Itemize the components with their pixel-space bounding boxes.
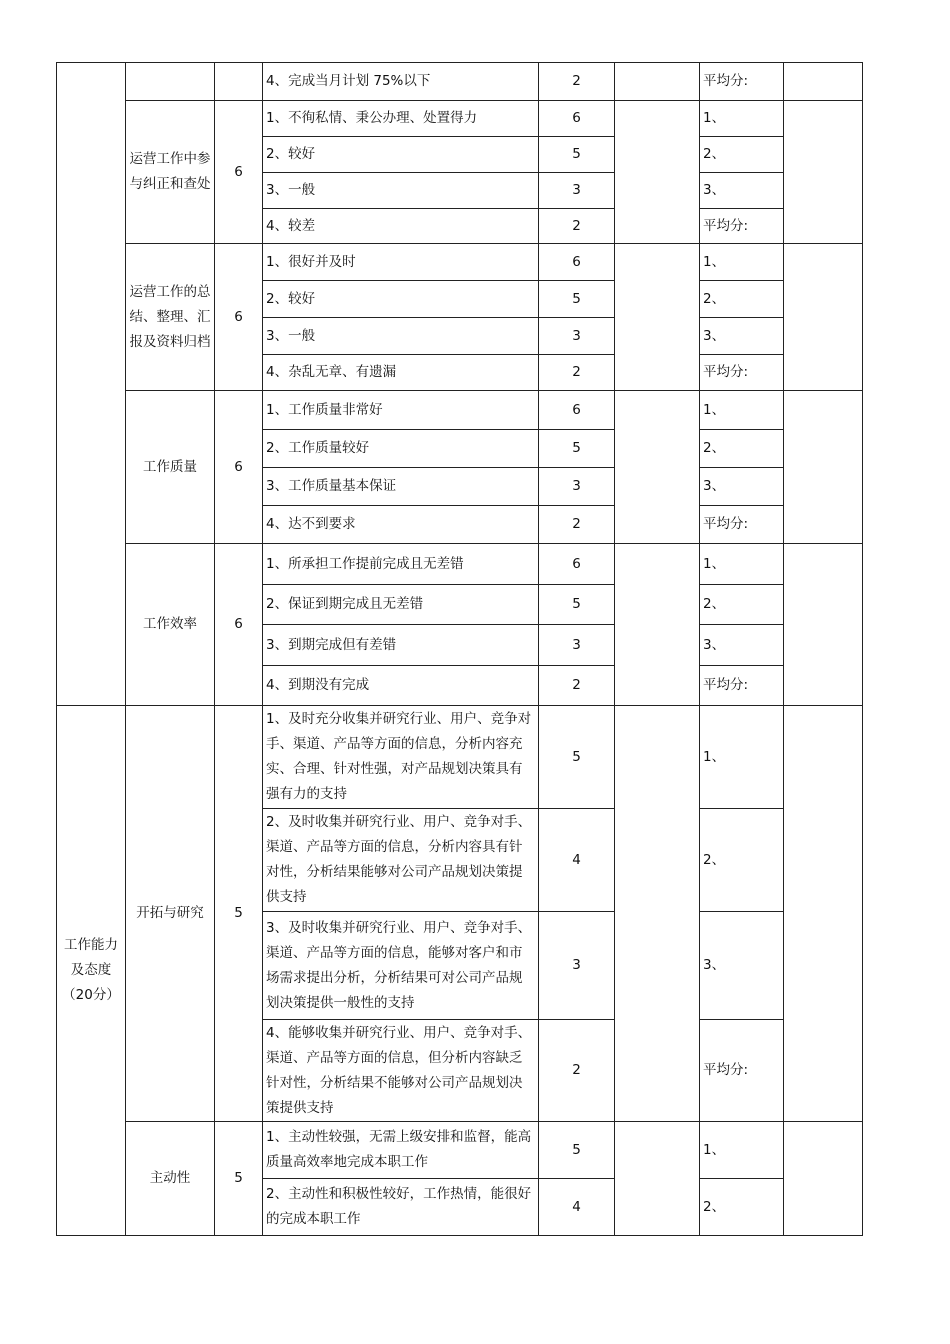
score-cell: 2 [539,506,615,544]
criteria-cell: 1、所承担工作提前完成且无差错 [263,544,539,585]
blank-cell [615,63,700,101]
blank-cell [615,1122,700,1236]
weight-cell: 6 [215,391,263,544]
eval-cell: 平均分: [700,355,784,391]
score-cell: 6 [539,244,615,281]
blank-cell [615,544,700,706]
weight-cell [215,63,263,101]
table-row [57,1122,863,1179]
score-cell: 4 [539,1179,615,1236]
blank-cell [784,101,863,244]
item-cell: 工作质量 [126,391,215,544]
score-cell: 3 [539,318,615,355]
criteria-cell: 2、较好 [263,281,539,318]
criteria-cell: 2、及时收集并研究行业、用户、竞争对手、渠道、产品等方面的信息，分析内容具有针对性，分析结果能够对公司产品规划决策提供支持 [263,809,539,912]
eval-cell: 3、 [700,173,784,209]
criteria-cell: 4、达不到要求 [263,506,539,544]
table-row [57,706,863,809]
item-cell [126,63,215,101]
score-cell: 5 [539,706,615,809]
blank-cell [784,544,863,706]
criteria-cell: 4、完成当月计划 75%以下 [263,63,539,101]
score-cell: 2 [539,1020,615,1122]
eval-cell: 平均分: [700,666,784,706]
eval-cell: 2、 [700,809,784,912]
weight-cell: 6 [215,244,263,391]
score-cell: 5 [539,281,615,318]
weight-cell: 6 [215,544,263,706]
criteria-cell: 2、较好 [263,137,539,173]
score-cell: 2 [539,355,615,391]
table-row [57,391,863,430]
eval-cell: 平均分: [700,506,784,544]
blank-cell [784,391,863,544]
eval-cell: 1、 [700,1122,784,1179]
score-cell: 3 [539,625,615,666]
score-cell: 4 [539,809,615,912]
blank-cell [784,244,863,391]
criteria-cell: 2、工作质量较好 [263,430,539,468]
blank-cell [784,706,863,1122]
criteria-cell: 4、较差 [263,209,539,244]
blank-cell [615,101,700,244]
category-cell-continued [57,63,126,706]
weight-cell: 5 [215,1122,263,1236]
eval-cell: 1、 [700,544,784,585]
eval-cell: 2、 [700,281,784,318]
score-cell: 3 [539,173,615,209]
table-row [57,244,863,281]
criteria-cell: 2、主动性和积极性较好，工作热情，能很好的完成本职工作 [263,1179,539,1236]
eval-cell: 3、 [700,912,784,1020]
criteria-cell: 4、能够收集并研究行业、用户、竞争对手、渠道、产品等方面的信息，但分析内容缺乏针对性，分析结果不能够对公司产品规划决策提供支持 [263,1020,539,1122]
item-cell: 主动性 [126,1122,215,1236]
criteria-cell: 1、不徇私情、秉公办理、处置得力 [263,101,539,137]
table-row [57,544,863,585]
blank-cell [784,63,863,101]
criteria-cell: 3、一般 [263,173,539,209]
criteria-cell: 3、一般 [263,318,539,355]
evaluation-table [56,62,863,1236]
criteria-cell: 3、工作质量基本保证 [263,468,539,506]
item-cell: 工作效率 [126,544,215,706]
table-row [57,63,863,101]
score-cell: 5 [539,1122,615,1179]
score-cell: 5 [539,430,615,468]
score-cell: 6 [539,391,615,430]
table-row [57,101,863,137]
eval-cell: 2、 [700,430,784,468]
eval-cell: 1、 [700,101,784,137]
criteria-cell: 1、及时充分收集并研究行业、用户、竞争对手、渠道、产品等方面的信息，分析内容充实、合理、针对性强，对产品规划决策具有强有力的支持 [263,706,539,809]
eval-cell: 平均分: [700,63,784,101]
criteria-cell: 4、到期没有完成 [263,666,539,706]
eval-cell: 2、 [700,137,784,173]
category-cell: 工作能力及态度（20分） [57,706,126,1236]
criteria-cell: 3、到期完成但有差错 [263,625,539,666]
score-cell: 5 [539,137,615,173]
eval-cell: 1、 [700,706,784,809]
item-cell: 开拓与研究 [126,706,215,1122]
score-cell: 3 [539,912,615,1020]
eval-cell: 2、 [700,1179,784,1236]
score-cell: 2 [539,63,615,101]
eval-cell: 1、 [700,391,784,430]
score-cell: 6 [539,101,615,137]
criteria-cell: 1、工作质量非常好 [263,391,539,430]
score-cell: 3 [539,468,615,506]
weight-cell: 5 [215,706,263,1122]
item-cell: 运营工作中参与纠正和查处 [126,101,215,244]
blank-cell [615,391,700,544]
eval-cell: 1、 [700,244,784,281]
item-cell: 运营工作的总结、整理、汇报及资料归档 [126,244,215,391]
score-cell: 6 [539,544,615,585]
eval-cell: 3、 [700,625,784,666]
criteria-cell: 3、及时收集并研究行业、用户、竞争对手、渠道、产品等方面的信息，能够对客户和市场需求提出分析，分析结果可对公司产品规划决策提供一般性的支持 [263,912,539,1020]
eval-cell: 平均分: [700,209,784,244]
score-cell: 2 [539,209,615,244]
criteria-cell: 2、保证到期完成且无差错 [263,585,539,625]
blank-cell [615,706,700,1122]
criteria-cell: 4、杂乱无章、有遗漏 [263,355,539,391]
score-cell: 5 [539,585,615,625]
score-cell: 2 [539,666,615,706]
weight-cell: 6 [215,101,263,244]
blank-cell [784,1122,863,1236]
eval-cell: 3、 [700,468,784,506]
criteria-cell: 1、很好并及时 [263,244,539,281]
criteria-cell: 1、主动性较强，无需上级安排和监督，能高质量高效率地完成本职工作 [263,1122,539,1179]
eval-cell: 平均分: [700,1020,784,1122]
eval-cell: 3、 [700,318,784,355]
blank-cell [615,244,700,391]
eval-cell: 2、 [700,585,784,625]
